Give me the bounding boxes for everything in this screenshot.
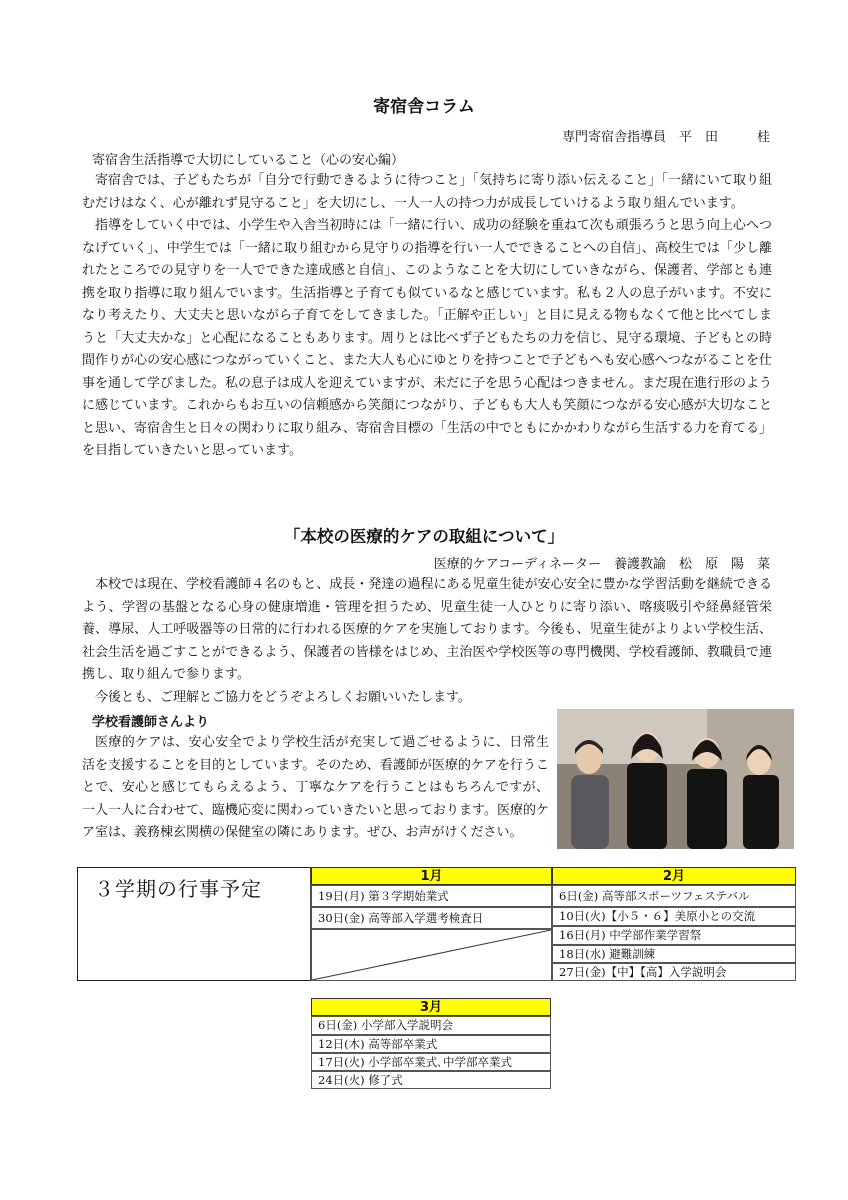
- march-event-2: 12日(木) 高等部卒業式: [311, 1035, 551, 1053]
- february-event-3: 16日(月) 中学部作業学習祭: [552, 926, 796, 945]
- february-event-2: 10日(火)【小５・６】美原小との交流: [552, 907, 796, 926]
- march-event-1: 6日(金) 小学部入学説明会: [311, 1016, 551, 1035]
- february-header: 2月: [552, 867, 796, 885]
- january-event-2: 30日(金) 高等部入学選考検査日: [311, 907, 552, 929]
- march-header: 3月: [311, 998, 551, 1016]
- january-event-1: 19日(月) 第３学期始業式: [311, 885, 552, 907]
- dorm-column-body: [82, 170, 772, 463]
- medical-paragraph-1: 本校では現在、学校看護師４名のもと、成長・発達の過程にある児童生徒が安心安全に豊かな学習活動を継続できるよう、学習の基盤となる心身の健康増進・管理を担うため、児童生徒一人ひとりに寄り添い、喀痰吸引や経鼻経管栄養、導尿、人工呼吸器等の日常的に行われる医療的ケアを実施しております。今後も、児童生徒がよりよい学校生活、社会生活を過ごすことができるよう、保護者の皆様をはじめ、主治医や学校医等の専門機関、学校看護師、教職員で連携し、取り組んで参ります。: [82, 577, 772, 682]
- nurse-section-heading: 学校看護師さんより: [92, 715, 210, 730]
- march-event-3: 17日(火) 小学部卒業式､中学部卒業式: [311, 1053, 551, 1071]
- dorm-column-subtitle: 寄宿舎生活指導で大切にしていること（心の安心編）: [92, 153, 405, 168]
- february-event-5: 27日(金)【中】【高】入学説明会: [552, 963, 796, 981]
- january-empty-cell: [311, 929, 552, 981]
- nurse-section-body: [82, 732, 549, 845]
- dorm-column-author: 専門寄宿舎指導員 平 田 桂: [561, 130, 770, 145]
- medical-paragraph-2: 今後とも、ご理解とご協力をどうぞよろしくお願いいたします。: [95, 689, 471, 705]
- nurse-paragraph: 医療的ケアは、安心安全でより学校生活が充実して過ごせるように、日常生活を支援することを目的としています。そのため、看護師が医療的ケアを行うことで、安心と感じてもらえるよう、丁寧なケアを行うことはもちろんですが、一人一人に合わせて、臨機応変に関わっていきたいと思っております。医療的ケア室は、義務棟玄関横の保健室の隣にあります。ぜひ、お声がけください。: [82, 735, 549, 840]
- february-event-4: 18日(水) 避難訓練: [552, 945, 796, 963]
- diagonal-line: [312, 930, 551, 980]
- march-event-4: 24日(火) 修了式: [311, 1071, 551, 1089]
- medical-care-title: 「本校の医療的ケアの取組について」: [283, 527, 565, 546]
- february-event-1: 6日(金) 高等部スポーツフェステバル: [552, 885, 796, 907]
- dorm-column-title: 寄宿舎コラム: [373, 97, 475, 117]
- schedule-title: ３学期の行事予定: [94, 877, 262, 901]
- dorm-paragraph-1: 寄宿舎では、子どもたちが「自分で行動できるように待つこと」「気持ちに寄り添い伝えること」「一緒にいて取り組むだけはなく、心が離れず見守ること」を大切にし、一人一人の持つ力が成長していけるよう取り組んでいます。: [82, 173, 772, 211]
- dorm-paragraph-2: 指導をしていく中では、小学生や入舎当初時には「一緒に行い、成功の経験を重ねて次も頑張ろうと思う向上心へつなげていく」、中学生では「一緒に取り組むから見守りの指導を行い一人でできることへの自信」、高校生では「少し離れたところでの見守りを一人でできた達成感と自信」、このようなことを大切にしていきながら、保護者、学部とも連携を取り指導に取り組んでいます。生活指導と子育ても似ているなと感じています。私も２人の息子がいます。不安になり考えたり、大丈夫と思いながら子育てをしてきました。「正解や正しい」と目に見える物もなくて他と比べてしまうと「大丈夫かな」と心配になることもあります。周りとは比べず子どもたちの力を信じ、見守る環境、子どもとの時間作りが心の安心感につながっていくこと、また大人も心にゆとりを持つことで子どもへも安心感へつながることを仕事を通して学びました。私の息子は成人を迎えていますが、未だに子を思う心配はつきません。まだ現在進行形のように感じています。これからもお互いの信頼感から笑顔につながり、子どもも大人も笑顔につながる安心感が大切なことと思い、寄宿舎生と日々の関わりに取り組み、寄宿舎目標の「生活の中でともにかかわりながら生活する力を育てる」を目指していきたいと思っています。: [82, 218, 772, 458]
- january-header: 1月: [311, 867, 552, 885]
- medical-care-author: 医療的ケアコーディネーター 養護教諭 松 原 陽 菜: [433, 557, 770, 572]
- medical-care-body: [82, 574, 772, 709]
- nurses-photo: [557, 709, 794, 849]
- nurses-photo-illustration: [557, 709, 794, 849]
